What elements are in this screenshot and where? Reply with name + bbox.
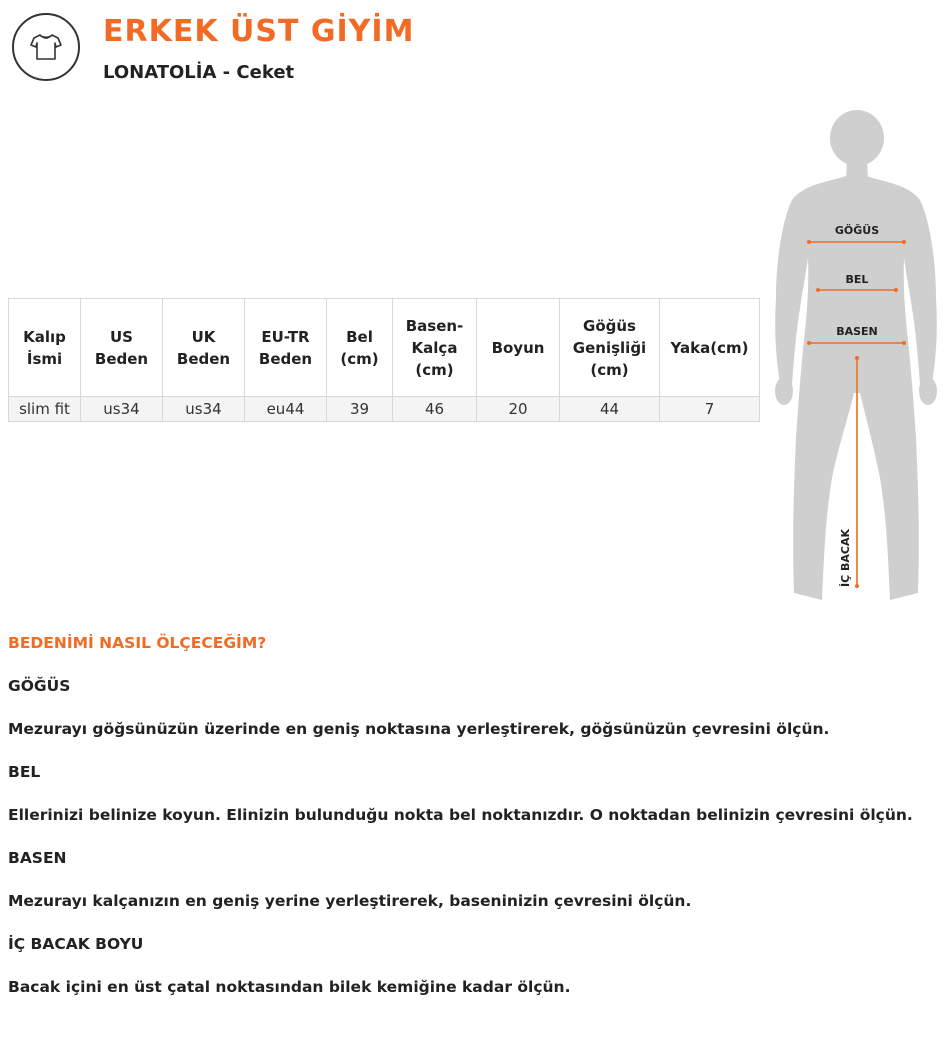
section-title-waist: BEL [8, 763, 41, 781]
section-text-chest: Mezurayı göğsünüzün üzerinde en geniş noktasına yerleştirerek, göğsünüzün çevresini ölçün. [8, 720, 830, 738]
table-row [9, 397, 760, 422]
section-text-hip: Mezurayı kalçanızın en geniş yerine yerleştirerek, baseninizin çevresini ölçün. [8, 892, 692, 910]
guide-heading: BEDENİMİ NASIL ÖLÇECEĞİM? [8, 634, 267, 652]
section-text-inseam: Bacak içini en üst çatal noktasından bilek kemiğine kadar ölçün. [8, 978, 571, 996]
tshirt-logo [12, 13, 80, 81]
table-header-row [9, 299, 760, 397]
table-cell: 44 [560, 397, 660, 422]
page-title: ERKEK ÜST GİYİM [103, 14, 415, 49]
table-cell: slim fit [9, 397, 81, 422]
size-table [8, 298, 760, 422]
section-title-inseam: İÇ BACAK BOYU [8, 935, 144, 953]
header-eu-tr-beden: EU-TR Beden [245, 299, 327, 397]
table-cell: 39 [327, 397, 393, 422]
chest-label: GÖĞÜS [834, 224, 880, 237]
header-basen-kalca: Basen- Kalça (cm) [393, 299, 477, 397]
header-boyun: Boyun [477, 299, 560, 397]
table-cell: 20 [477, 397, 560, 422]
header-yaka: Yaka(cm) [660, 299, 760, 397]
human-body-silhouette [775, 110, 937, 600]
inseam-label: İÇ BACAK [839, 528, 852, 588]
header-kalip-ismi: Kalıp İsmi [9, 299, 81, 397]
measurement-guide [8, 632, 928, 998]
table-cell: eu44 [245, 397, 327, 422]
section-title-hip: BASEN [8, 849, 67, 867]
header-us-beden: US Beden [81, 299, 163, 397]
table-cell: us34 [163, 397, 245, 422]
section-text-waist: Ellerinizi belinize koyun. Elinizin bulunduğu nokta bel noktanızdır. O noktadan belinizin çevresini ölçün. [8, 806, 913, 824]
table-cell: 46 [393, 397, 477, 422]
section-title-chest: GÖĞÜS [8, 677, 71, 695]
table-cell: us34 [81, 397, 163, 422]
waist-label: BEL [845, 273, 869, 286]
product-subtitle: LONATOLİA - Ceket [103, 62, 295, 83]
header-uk-beden: UK Beden [163, 299, 245, 397]
header-bel: Bel (cm) [327, 299, 393, 397]
body-measurement-figure [768, 108, 944, 608]
header-gogus-genisligi: Göğüs Genişliği (cm) [560, 299, 660, 397]
hip-label: BASEN [836, 325, 878, 338]
tshirt-icon [29, 32, 63, 62]
table-cell: 7 [660, 397, 760, 422]
